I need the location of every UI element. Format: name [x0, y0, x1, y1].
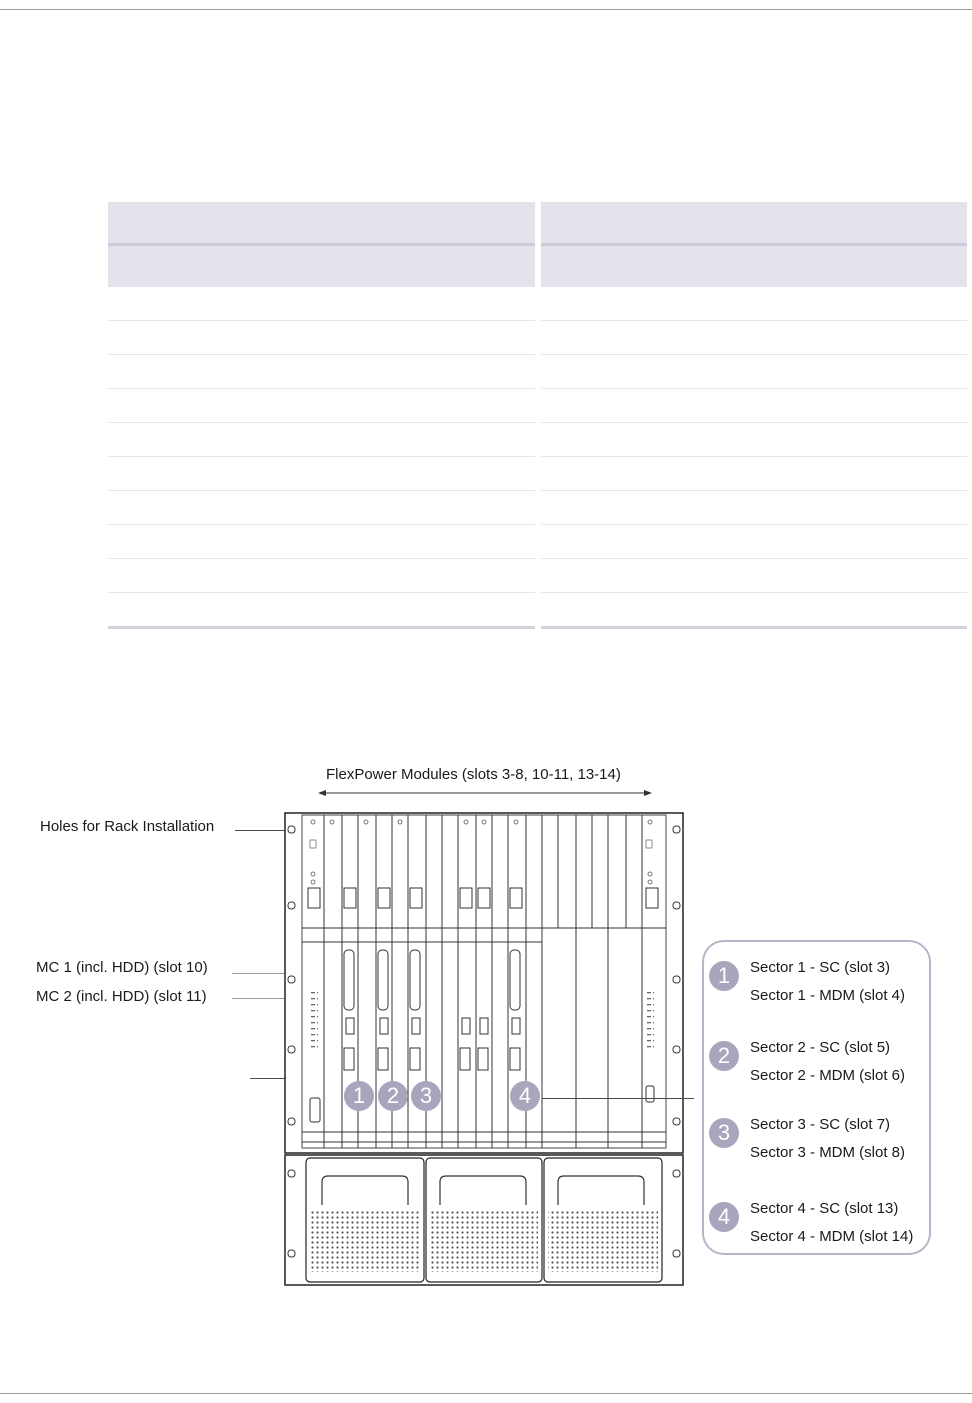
table-subheader-cell	[108, 245, 535, 288]
table-row	[108, 593, 967, 628]
mc2-label: MC 2 (incl. HDD) (slot 11)	[36, 988, 207, 1005]
table-header-row	[108, 202, 967, 245]
legend-number: 4	[709, 1202, 739, 1232]
marker-1: 1	[344, 1081, 374, 1111]
chassis-figure	[0, 740, 972, 1340]
legend-number: 3	[709, 1118, 739, 1148]
flexpower-span-arrow	[318, 786, 652, 800]
marker-2: 2	[378, 1081, 408, 1111]
table-header-cell	[541, 202, 968, 245]
table-subheader-cell	[541, 245, 968, 288]
mc1-label: MC 1 (incl. HDD) (slot 10)	[36, 959, 208, 976]
legend-line: Sector 3 - MDM (slot 8)	[750, 1144, 906, 1161]
table-row	[108, 491, 967, 525]
table-row	[108, 321, 967, 355]
legend-number: 2	[709, 1041, 739, 1071]
legend-item	[704, 948, 929, 1004]
legend-line: Sector 3 - SC (slot 7)	[750, 1116, 891, 1133]
top-rule	[0, 9, 972, 10]
table-subheader-row	[108, 245, 967, 288]
table-row	[108, 457, 967, 491]
holes-label: Holes for Rack Installation	[40, 818, 215, 835]
table-row	[108, 423, 967, 457]
legend-line: Sector 4 - MDM (slot 14)	[750, 1228, 914, 1245]
spec-table	[108, 202, 967, 629]
legend-line: Sector 2 - SC (slot 5)	[750, 1039, 891, 1056]
flexpower-label: FlexPower Modules (slots 3-8, 10-11, 13-14)	[326, 766, 621, 783]
legend-item	[704, 1105, 929, 1161]
chassis-drawing	[280, 810, 690, 1290]
sector-legend	[702, 940, 931, 1255]
legend-line: Sector 2 - MDM (slot 6)	[750, 1067, 906, 1084]
table-row	[108, 389, 967, 423]
legend-item	[704, 1028, 929, 1084]
bottom-rule	[0, 1393, 972, 1394]
marker-3: 3	[411, 1081, 441, 1111]
table-row	[108, 525, 967, 559]
legend-line: Sector 1 - SC (slot 3)	[750, 959, 891, 976]
table-row	[108, 559, 967, 593]
legend-number: 1	[709, 961, 739, 991]
table-row	[108, 355, 967, 389]
marker-4: 4	[510, 1081, 540, 1111]
table-row	[108, 287, 967, 321]
legend-line: Sector 1 - MDM (slot 4)	[750, 987, 906, 1004]
legend-line: Sector 4 - SC (slot 13)	[750, 1200, 899, 1217]
table-header-cell	[108, 202, 535, 245]
legend-item	[704, 1189, 929, 1245]
legend-leader	[542, 1098, 694, 1099]
